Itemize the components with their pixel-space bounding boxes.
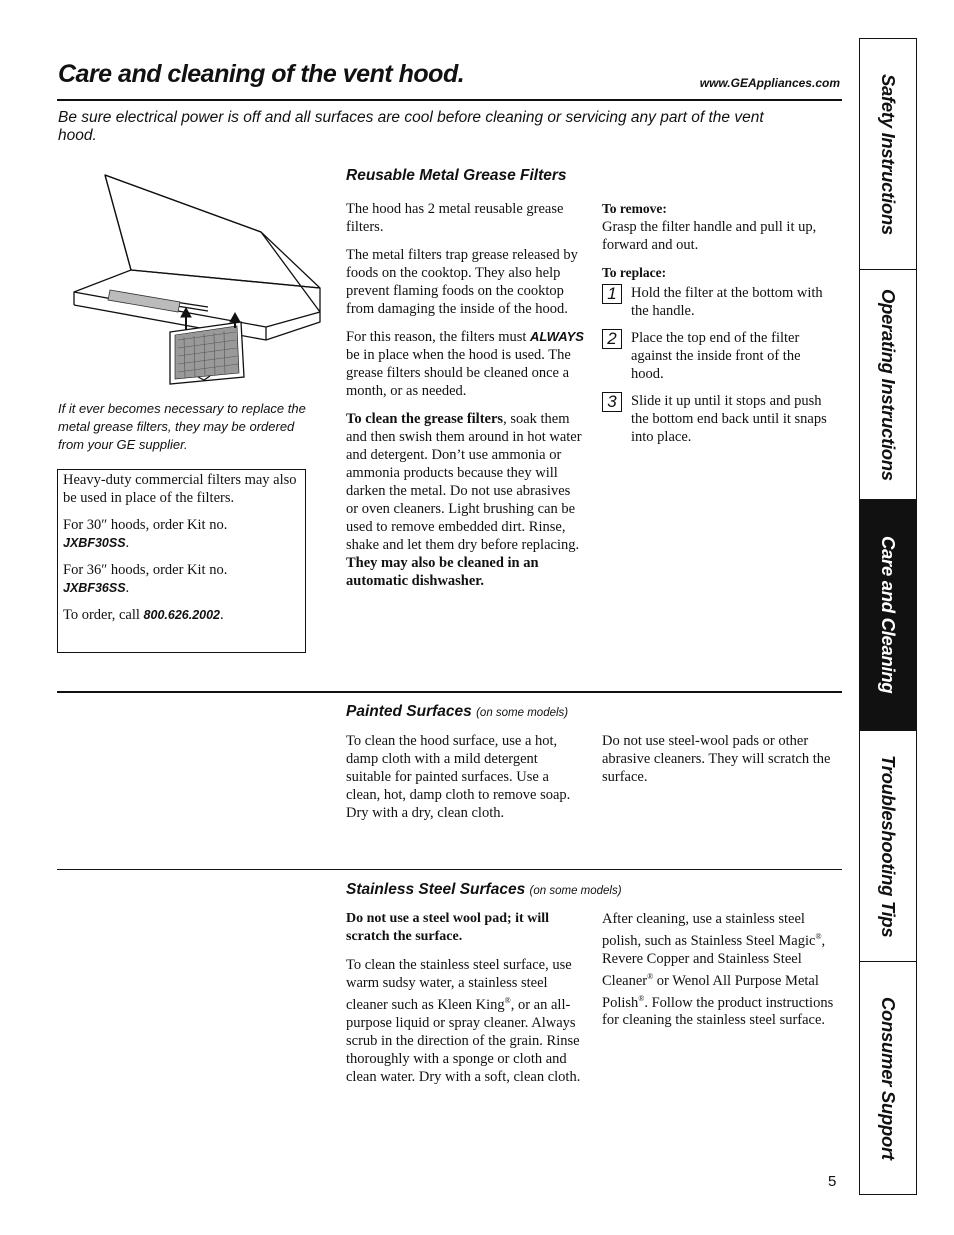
stainless-surfaces-heading: Stainless Steel Surfaces (on some models) [346,881,622,898]
always-emphasis: ALWAYS [530,329,584,344]
remove-label: To remove: [602,201,667,216]
grease-right-column [602,200,842,452]
step-3 [602,392,836,446]
section-divider [57,869,842,870]
painted-left-text: To clean the hood surface, use a hot, damp cloth with a mild detergent suitable for painted surfaces. Use a clean, hot, damp cloth to remove soap. Dry with a dry, clean cloth. [346,733,571,821]
order-phone[interactable]: 800.626.2002 [143,608,221,622]
tab-care-and-cleaning[interactable]: Care and Cleaning [860,500,916,731]
title-rule [57,99,842,101]
step-number: 2 [602,329,622,349]
filter-caption: If it ever becomes necessary to replace the metal grease filters, they may be ordered from your GE supplier. [58,401,306,452]
stainless-clean-text: To clean the stainless steel surface, use warm sudsy water, a stainless steel cleaner such as Kleen King®, or an all-purpose liquid or spray cleaner. Always scrub in the direction of the grain. Rinse thoroughly with a sponge or cloth and clean water. Dry with a soft, clean cloth. [346,957,581,1085]
replace-steps [602,282,842,452]
website-url[interactable]: www.GEAppliances.com [699,76,840,90]
kit-36-number: JXBF36SS [63,581,126,595]
painted-surfaces-heading: Painted Surfaces (on some models) [346,703,569,720]
step-number: 3 [602,392,622,412]
stainless-right-text: After cleaning, use a stainless steel polish, such as Stainless Steel Magic®, Revere Copper and Stainless Steel Cleaner® or Wenol All Purpose Metal Polish®. Follow the product instructions for cleaning the stainless steel surface. [602,911,834,1029]
grease-left-column [346,200,584,600]
step-text: Place the top end of the filter against the inside front of the hood. [631,330,801,382]
safety-intro: Be sure electrical power is off and all surfaces are cool before cleaning or servicing any part of the vent hood. [58,109,764,144]
stainless-left-column [346,910,586,1096]
kit-36-line: For 36″ hoods, order Kit no. JXBF36SS. [63,562,228,596]
filter-count-text: The hood has 2 metal reusable grease filters. [346,201,564,235]
painted-right-text: Do not use steel-wool pads or other abrasive cleaners. They will scratch the surface. [602,733,831,785]
kit-30-line: For 30″ hoods, order Kit no. JXBF30SS. [63,517,228,551]
kit-30-number: JXBF30SS [63,536,126,550]
kit-intro: Heavy-duty commercial filters may also be used in place of the filters. [63,472,297,506]
filter-always-text: For this reason, the filters must ALWAYS be in place when the hood is used. The grease filters should be cleaned once a month, or as needed. [346,329,584,399]
order-line: To order, call 800.626.2002. [63,607,224,623]
steel-wool-warning: Do not use a steel wool pad; it will scratch the surface. [346,911,549,944]
remove-text: Grasp the filter handle and pull it up, forward and out. [602,219,817,253]
step-text: Slide it up until it stops and push the bottom end back until it snaps into place. [631,393,827,445]
page-number: 5 [828,1173,837,1190]
step-2 [602,329,836,383]
kit-info-box [57,469,306,653]
tab-safety-instructions[interactable]: Safety Instructions [860,39,916,270]
filter-clean-text: To clean the grease filters, soak them and then swish them around in hot water and detergent. Don’t use ammonia or ammonia products because they will darken the metal. Do not use abrasives or oven cleaners. Light brushing can be used to remove embedded dirt. Rinse, shake and let them dry before replacing. They may also be cleaned in an automatic dishwasher. [346,411,582,589]
section-tabs [859,38,917,1195]
tab-operating-instructions[interactable]: Operating Instructions [860,270,916,500]
section-divider [57,691,842,693]
page-title: Care and cleaning of the vent hood. [58,60,465,88]
step-1 [602,284,836,320]
tab-troubleshooting-tips[interactable]: Troubleshooting Tips [860,731,916,962]
step-text: Hold the filter at the bottom with the handle. [631,285,823,319]
step-number: 1 [602,284,622,304]
vent-hood-illustration [58,172,326,387]
tab-consumer-support[interactable]: Consumer Support [878,996,899,1160]
replace-label: To replace: [602,265,667,280]
grease-filters-heading: Reusable Metal Grease Filters [346,167,567,184]
filter-purpose-text: The metal filters trap grease released by foods on the cooktop. They also help prevent flaming foods on the cooktop from damaging the inside of the hood. [346,247,578,317]
